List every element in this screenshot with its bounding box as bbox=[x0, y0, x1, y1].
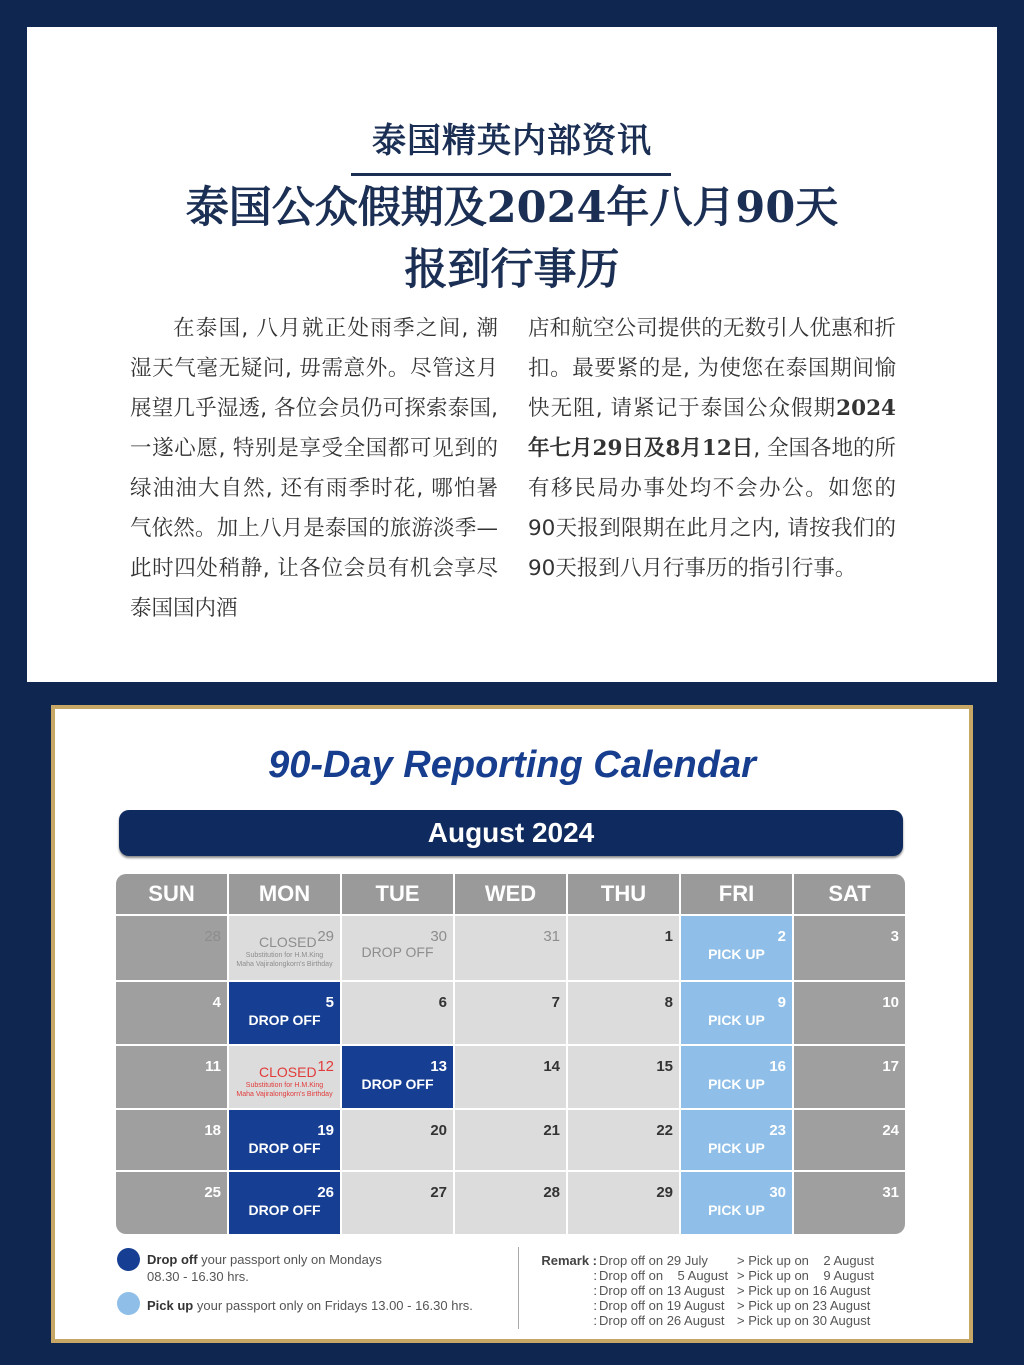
day-cell bbox=[455, 1046, 566, 1108]
weekday-header: TUE bbox=[342, 874, 453, 914]
day-cell bbox=[794, 982, 905, 1044]
day-cell bbox=[455, 1110, 566, 1170]
day-number: 2 bbox=[777, 928, 786, 945]
calendar-title: 90-Day Reporting Calendar bbox=[268, 744, 756, 786]
kicker-rule bbox=[351, 173, 671, 176]
remark-colon: : bbox=[593, 1283, 597, 1298]
weekday-header: THU bbox=[568, 874, 679, 914]
day-cell bbox=[455, 916, 566, 980]
day-number: 25 bbox=[204, 1184, 221, 1201]
remark-colon: : bbox=[593, 1268, 597, 1283]
day-cell bbox=[681, 982, 792, 1044]
pick-up-label: PICK UP bbox=[708, 1140, 765, 1156]
remark-drop: Drop off on 26 August bbox=[599, 1313, 725, 1328]
article-body-left: 在泰国, 八月就正处雨季之间, 潮湿天气毫无疑问, 毋需意外。尽管这月展望几乎湿透, 各位会员仍可探索泰国, 一遂心愿, 特别是享受全国都可见到的绿油油大自然, 还有雨季时花, 哪怕暑气依然。加上八月是泰国的旅游淡季—此时四处稍静, 让各位会员有机会享尽泰国国内酒 bbox=[130, 316, 498, 621]
remark-pick: > Pick up on 2 August bbox=[737, 1253, 874, 1268]
day-cell bbox=[568, 1172, 679, 1234]
closed-label: CLOSED bbox=[259, 934, 317, 950]
legend-drop-off bbox=[147, 1251, 447, 1285]
article-title bbox=[27, 177, 997, 301]
day-number: 23 bbox=[769, 1122, 786, 1139]
remark-drop: Drop off on 29 July bbox=[599, 1253, 708, 1268]
remark-row bbox=[535, 1283, 897, 1298]
day-number: 29 bbox=[656, 1184, 673, 1201]
day-number: 30 bbox=[769, 1184, 786, 1201]
day-number: 26 bbox=[317, 1184, 334, 1201]
day-cell bbox=[229, 916, 340, 980]
day-number: 10 bbox=[882, 994, 899, 1011]
day-cell bbox=[229, 1172, 340, 1234]
day-cell bbox=[681, 1046, 792, 1108]
legend-pick-up-text: your passport only on Fridays 13.00 - 16.30 hrs. bbox=[193, 1298, 473, 1313]
day-number: 4 bbox=[212, 994, 221, 1011]
remark-lead: Remark : bbox=[541, 1253, 597, 1268]
day-number: 31 bbox=[882, 1184, 899, 1201]
remark-row bbox=[535, 1253, 897, 1268]
day-number: 15 bbox=[656, 1058, 673, 1075]
day-number: 19 bbox=[317, 1122, 334, 1139]
day-cell bbox=[342, 1110, 453, 1170]
holiday-dates: 2024年七月29日及8月12日 bbox=[528, 396, 896, 461]
holiday-note-line: Maha Vajiralongkorn's Birthday bbox=[236, 961, 333, 968]
drop-off-label: DROP OFF bbox=[248, 1012, 321, 1028]
remark-row bbox=[535, 1298, 897, 1313]
remark-colon: : bbox=[593, 1298, 597, 1313]
drop-off-label: DROP OFF bbox=[248, 1202, 321, 1218]
remark-drop: Drop off on 13 August bbox=[599, 1283, 725, 1298]
day-number: 3 bbox=[890, 928, 899, 945]
day-cell bbox=[342, 1046, 453, 1108]
weekday-header: FRI bbox=[681, 874, 792, 914]
day-cell bbox=[229, 1046, 340, 1108]
day-number: 29 bbox=[317, 928, 334, 945]
day-cell bbox=[681, 1172, 792, 1234]
remark-drop: Drop off on 5 August bbox=[599, 1268, 729, 1283]
day-cell bbox=[116, 1110, 227, 1170]
day-number: 28 bbox=[543, 1184, 560, 1201]
remark-pick: > Pick up on 16 August bbox=[737, 1283, 871, 1298]
day-number: 13 bbox=[430, 1058, 447, 1075]
body-text: , 全国各地的所有移民局办事处均不会办公。如您的90天报到限期在此月之内, 请按我们的90天报到八月行事历的指引行事。 bbox=[528, 436, 896, 581]
day-number: 24 bbox=[882, 1122, 899, 1139]
day-cell bbox=[794, 1110, 905, 1170]
weekday-header: SUN bbox=[116, 874, 227, 914]
holiday-note-line: Substitution for H.M.King bbox=[245, 952, 324, 959]
day-cell bbox=[681, 916, 792, 980]
kicker: 泰国精英内部资讯 bbox=[372, 121, 652, 161]
day-cell bbox=[116, 982, 227, 1044]
day-number: 31 bbox=[543, 928, 560, 945]
day-cell bbox=[342, 1172, 453, 1234]
weekday-header: SAT bbox=[794, 874, 905, 914]
day-number: 30 bbox=[430, 928, 447, 945]
day-cell bbox=[794, 1172, 905, 1234]
day-cell bbox=[455, 982, 566, 1044]
article-panel bbox=[27, 27, 997, 682]
day-cell bbox=[568, 1046, 679, 1108]
day-cell bbox=[342, 916, 453, 980]
day-cell bbox=[455, 1172, 566, 1234]
day-cell bbox=[794, 1046, 905, 1108]
day-cell bbox=[229, 982, 340, 1044]
day-number: 1 bbox=[664, 928, 673, 945]
day-cell bbox=[116, 1172, 227, 1234]
day-cell bbox=[116, 1046, 227, 1108]
legend-drop-off-hours: 08.30 - 16.30 hrs. bbox=[147, 1269, 249, 1284]
legend-pick-up bbox=[147, 1297, 527, 1314]
day-cell bbox=[568, 982, 679, 1044]
day-number: 7 bbox=[551, 994, 560, 1011]
day-number: 18 bbox=[204, 1122, 221, 1139]
holiday-note-line: Substitution for H.M.King bbox=[245, 1082, 324, 1089]
legend-drop-off-bold: Drop off bbox=[147, 1252, 198, 1267]
day-number: 21 bbox=[543, 1122, 560, 1139]
day-number: 27 bbox=[430, 1184, 447, 1201]
remark-pick: > Pick up on 23 August bbox=[737, 1298, 871, 1313]
day-cell bbox=[229, 1110, 340, 1170]
legend-drop-off-text: your passport only on Mondays bbox=[197, 1252, 382, 1267]
day-number: 11 bbox=[205, 1058, 221, 1075]
day-number: 9 bbox=[777, 994, 786, 1011]
day-number: 8 bbox=[664, 994, 673, 1011]
day-number: 22 bbox=[656, 1122, 673, 1139]
remark-pick: > Pick up on 30 August bbox=[737, 1313, 871, 1328]
legend-divider bbox=[518, 1247, 519, 1329]
pick-up-label: PICK UP bbox=[708, 1202, 765, 1218]
holiday-note-line: Maha Vajiralongkorn's Birthday bbox=[236, 1091, 333, 1098]
day-cell bbox=[568, 1110, 679, 1170]
drop-off-dot-icon bbox=[117, 1248, 140, 1271]
day-number: 5 bbox=[325, 994, 334, 1011]
drop-off-label: DROP OFF bbox=[248, 1140, 321, 1156]
closed-label: CLOSED bbox=[259, 1064, 317, 1080]
day-cell bbox=[568, 916, 679, 980]
calendar-grid bbox=[116, 874, 906, 1234]
weekday-header: MON bbox=[229, 874, 340, 914]
day-cell bbox=[794, 916, 905, 980]
remark-block bbox=[535, 1253, 897, 1328]
body-text: 店和航空公司提供的无数引人优惠和折扣。最要紧的是, 为使您在泰国期间愉快无阻, 请紧记于泰国公众假期 bbox=[528, 316, 896, 421]
day-number: 28 bbox=[204, 928, 221, 945]
holiday-note bbox=[229, 1081, 340, 1099]
holiday-note bbox=[229, 951, 340, 969]
weekday-header: WED bbox=[455, 874, 566, 914]
title-line-2: 报到行事历 bbox=[404, 245, 620, 295]
day-cell bbox=[116, 916, 227, 980]
day-number: 17 bbox=[882, 1058, 899, 1075]
remark-pick: > Pick up on 9 August bbox=[737, 1268, 874, 1283]
day-number: 16 bbox=[769, 1058, 786, 1075]
day-cell bbox=[342, 982, 453, 1044]
pick-up-label: PICK UP bbox=[708, 1012, 765, 1028]
remark-row bbox=[535, 1313, 897, 1328]
pick-up-dot-icon bbox=[117, 1292, 140, 1315]
day-number: 6 bbox=[438, 994, 447, 1011]
drop-off-label: DROP OFF bbox=[361, 1076, 434, 1092]
remark-row bbox=[535, 1268, 897, 1283]
month-bar: August 2024 bbox=[119, 810, 903, 856]
pick-up-label: PICK UP bbox=[708, 946, 765, 962]
pick-up-label: PICK UP bbox=[708, 1076, 765, 1092]
calendar-panel bbox=[51, 705, 973, 1343]
drop-off-label: DROP OFF bbox=[361, 944, 434, 960]
day-number: 12 bbox=[317, 1058, 334, 1075]
day-number: 20 bbox=[430, 1122, 447, 1139]
day-cell bbox=[681, 1110, 792, 1170]
remark-colon: : bbox=[593, 1313, 597, 1328]
title-line-1: 泰国公众假期及2024年八月90天 bbox=[185, 183, 839, 233]
article-body-right bbox=[528, 309, 896, 589]
legend-pick-up-bold: Pick up bbox=[147, 1298, 194, 1313]
remark-drop: Drop off on 19 August bbox=[599, 1298, 725, 1313]
day-number: 14 bbox=[543, 1058, 560, 1075]
